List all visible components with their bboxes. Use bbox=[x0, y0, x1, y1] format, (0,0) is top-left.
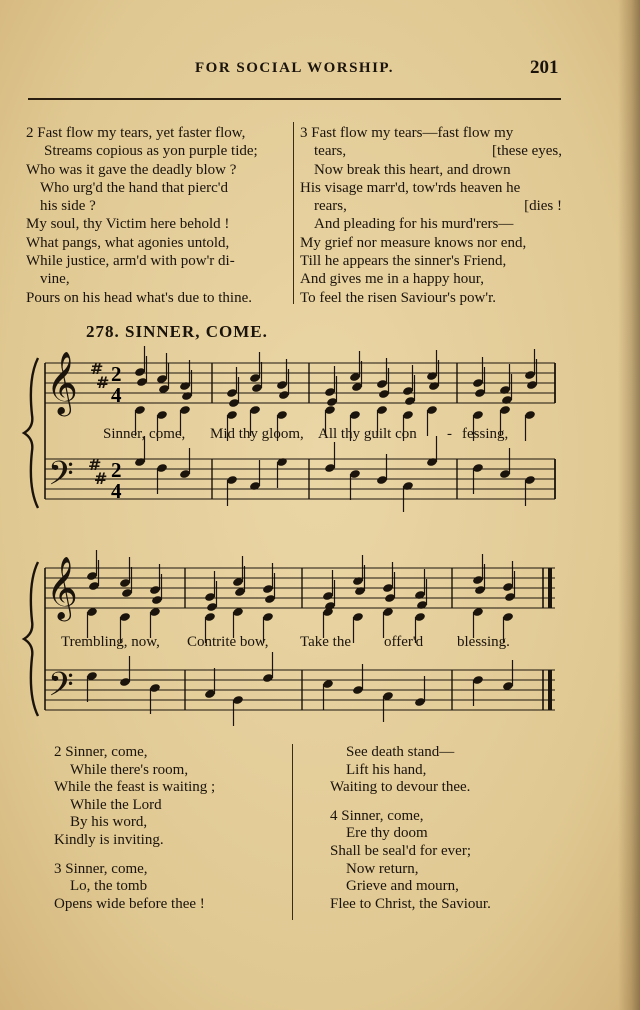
system-brace bbox=[24, 358, 38, 508]
stanza-gap bbox=[54, 850, 215, 861]
verse-line: 3 Fast flow my tears—fast flow my bbox=[300, 125, 514, 141]
verse-line: vine, bbox=[40, 271, 70, 288]
lyric-syllable: All thy guilt con bbox=[318, 426, 417, 442]
verse-line: 4 Sinner, come, bbox=[330, 807, 424, 824]
lyric-syllable: blessing. bbox=[457, 634, 510, 650]
verse-line: See death stand— bbox=[346, 744, 455, 760]
verse-line: 2 Fast flow my tears, yet faster flow, bbox=[26, 125, 246, 141]
tune-title: 278. SINNER, COME. bbox=[86, 322, 268, 341]
verse-line: What pangs, what agonies untold, bbox=[26, 234, 230, 251]
verse-line: Grieve and mourn, bbox=[346, 878, 459, 895]
running-title: FOR SOCIAL WORSHIP. bbox=[195, 60, 394, 76]
verse-line: Who urg'd the hand that pierc'd bbox=[40, 179, 228, 196]
verse-line: Kindly is inviting. bbox=[54, 831, 164, 848]
verse-line: Now return, bbox=[346, 860, 419, 877]
bass-clef: 𝄢 bbox=[48, 455, 74, 501]
verses-2-3-column bbox=[54, 744, 215, 913]
verse-line: While the Lord bbox=[70, 796, 162, 813]
verse-line-text: tears, bbox=[314, 143, 347, 160]
column-divider bbox=[292, 744, 293, 920]
treble-clef: 𝄞 bbox=[46, 351, 78, 414]
stanza-gap bbox=[330, 797, 491, 808]
sharp-sign: # bbox=[96, 373, 110, 392]
verse-line: By his word, bbox=[70, 814, 148, 831]
sharp-sign: # bbox=[94, 469, 108, 488]
verse-line-text: rears, bbox=[314, 198, 347, 215]
verse-line: Opens wide before thee ! bbox=[54, 895, 205, 912]
lyric-syllable: fessing, bbox=[462, 426, 509, 442]
verse-line: While the feast is waiting ; bbox=[54, 779, 216, 796]
time-signature-top: 2 bbox=[111, 362, 122, 386]
verse-line: 3 Sinner, come, bbox=[54, 860, 148, 877]
lyric-syllable: Mid thy gloom, bbox=[210, 426, 304, 442]
treble-clef: 𝄞 bbox=[46, 556, 78, 619]
verse-line: Ere thy doom bbox=[346, 825, 428, 842]
verse-line: Waiting to devour thee. bbox=[330, 779, 471, 796]
verse-line: Who was it gave the deadly blow ? bbox=[26, 161, 237, 178]
verse-line: My grief nor measure knows nor end, bbox=[300, 234, 527, 251]
lyric-syllable: offer'd bbox=[384, 634, 424, 650]
verse-line: Shall be seal'd for ever; bbox=[330, 842, 471, 859]
time-signature-bottom: 4 bbox=[111, 479, 122, 503]
verse-line: his side ? bbox=[40, 198, 96, 215]
system-brace bbox=[24, 562, 38, 716]
verse-line: Streams copious as yon purple tide; bbox=[44, 143, 258, 160]
verse-line: While there's room, bbox=[70, 761, 189, 778]
verse-line: His visage marr'd, tow'rds heaven he bbox=[300, 179, 521, 196]
lyric-syllable: - bbox=[447, 426, 452, 442]
verse-bracket-carryover: [dies ! bbox=[524, 198, 562, 215]
verse-line: My soul, thy Victim here behold ! bbox=[26, 216, 230, 233]
verse-line: Till he appears the sinner's Friend, bbox=[300, 253, 507, 270]
sharp-sign: # bbox=[88, 455, 102, 474]
verses-3-4-column bbox=[330, 744, 491, 913]
page-number: 201 bbox=[530, 57, 559, 78]
time-signature-bottom: 4 bbox=[111, 383, 122, 407]
verse-line: Flee to Christ, the Saviour. bbox=[330, 895, 491, 912]
lyric-syllable: Take the bbox=[300, 634, 352, 650]
lyric-syllable: Trembling, now, bbox=[61, 634, 160, 650]
time-signature-top: 2 bbox=[111, 458, 122, 482]
verse-line: Pours on his head what's due to thine. bbox=[26, 289, 253, 306]
bass-clef: 𝄢 bbox=[48, 666, 74, 712]
verse-line: And pleading for his murd'rers— bbox=[314, 216, 514, 233]
verse-line: While justice, arm'd with pow'r di- bbox=[26, 253, 235, 270]
verse-line: Lift his hand, bbox=[346, 761, 427, 778]
verse-bracket-carryover: [these eyes, bbox=[492, 143, 562, 160]
sharp-sign: # bbox=[90, 359, 104, 378]
verse-line: Now break this heart, and drown bbox=[314, 161, 511, 178]
verse-line: And gives me in a happy hour, bbox=[300, 271, 484, 288]
verse-line: Lo, the tomb bbox=[70, 878, 148, 895]
lyric-syllable: Sinner, come, bbox=[103, 426, 186, 442]
verse-line: To feel the risen Saviour's pow'r. bbox=[300, 289, 496, 306]
lyric-syllable: Contrite bow, bbox=[187, 634, 269, 650]
verse-line: 2 Sinner, come, bbox=[54, 744, 148, 760]
